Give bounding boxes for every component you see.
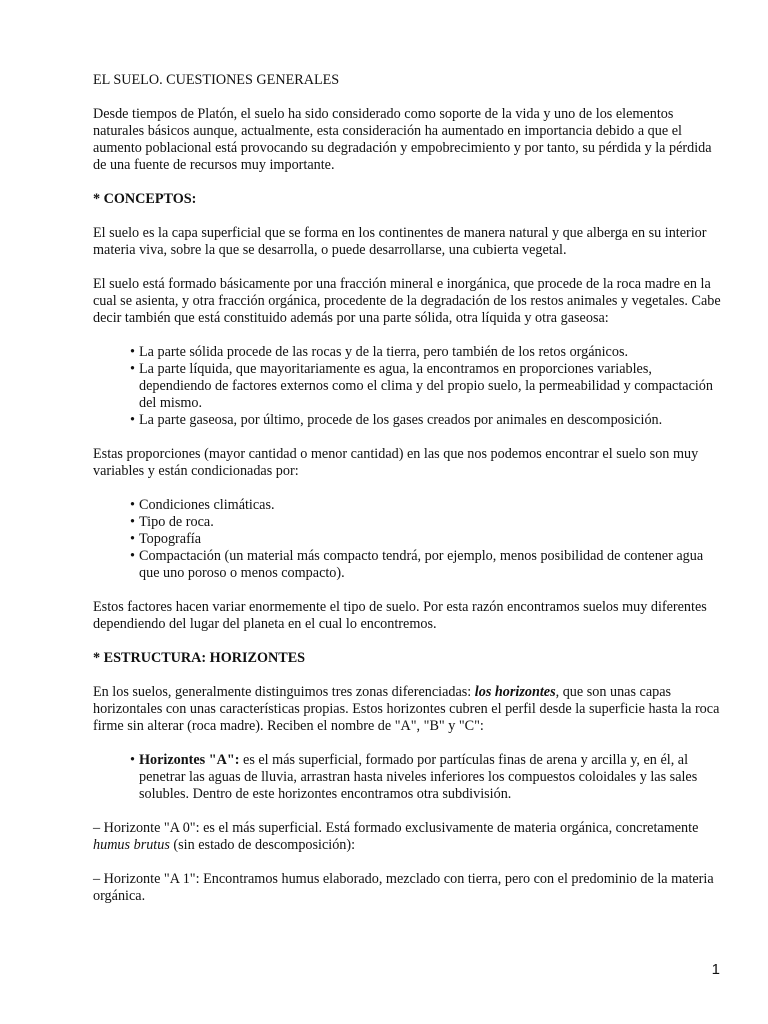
horizontes-list: [93, 752, 725, 803]
bullet-icon: •: [130, 752, 135, 768]
list-item: • La parte líquida, que mayoritariamente es agua, la encontramos en proporciones variables, dependiendo de factores externos como el clima y del propio suelo, la permeabilidad y compactación del mismo.: [130, 361, 713, 411]
list-item: • La parte sólida procede de las rocas y de la tierra, pero también de los retos orgánicos.: [130, 344, 629, 360]
horizontes-term: los horizontes: [474, 684, 556, 700]
page-number: 1: [711, 961, 720, 978]
humus-brutus-term: humus brutus: [93, 837, 170, 853]
list-item: • La parte gaseosa, por último, procede de los gases creados por animales en descomposición.: [130, 412, 663, 428]
conceptos-paragraph-1: El suelo es la capa superficial que se forma en los continentes de manera natural y que alberga en su interior materia viva, sobre la que se desarrolla, o puede desarrollarse, una cubierta vegetal.: [93, 225, 707, 258]
document-page: [93, 72, 725, 922]
bullet-icon: •: [130, 548, 135, 564]
document-title: EL SUELO. CUESTIONES GENERALES: [93, 72, 340, 88]
conceptos-paragraph-2: El suelo está formado básicamente por una fracción mineral e inorgánica, que procede de la roca madre en la cual se asienta, y otra fracción orgánica, procedente de la degradación de los restos animales y vegetales. Cabe decir también que está constituido además por una parte sólida, otra líquida y otra gaseosa:: [93, 276, 721, 326]
factors-list: [93, 497, 725, 582]
intro-paragraph: Desde tiempos de Platón, el suelo ha sido considerado como soporte de la vida y uno de los elementos naturales básicos aunque, actualmente, esta consideración ha aumentado en importancia debido a que el aumento poblacional está provocando su degradación y empobrecimiento y por tanto, su pérdida y la pérdida de una fuente de recursos muy importante.: [93, 106, 712, 173]
bullet-icon: •: [130, 344, 135, 360]
list-item: • Compactación (un material más compacto tendrá, por ejemplo, menos posibilidad de contener agua que uno poroso o menos compacto).: [130, 548, 704, 581]
conceptos-paragraph-3: Estas proporciones (mayor cantidad o menor cantidad) en las que nos podemos encontrar el suelo son muy variables y están condicionadas por:: [93, 446, 699, 479]
conceptos-heading: * CONCEPTOS:: [93, 191, 197, 207]
horizonte-a1-paragraph: – Horizonte "A 1": Encontramos humus elaborado, mezclado con tierra, pero con el predominio de la materia orgánica.: [93, 871, 714, 904]
list-item: • Condiciones climáticas.: [130, 497, 275, 513]
horizonte-a0-paragraph: – Horizonte "A 0": es el más superficial. Está formado exclusivamente de materia orgánica, concretamente humus brutus (sin estado de descomposición):: [93, 820, 699, 853]
conceptos-paragraph-4: Estos factores hacen variar enormemente el tipo de suelo. Por esta razón encontramos suelos muy diferentes dependiendo del lugar del planeta en el cual lo encontremos.: [93, 599, 707, 632]
bullet-icon: •: [130, 531, 135, 547]
list-item: • Topografía: [130, 531, 202, 547]
horizontes-a-label: Horizontes "A":: [139, 752, 240, 768]
bullet-icon: •: [130, 361, 135, 377]
bullet-icon: •: [130, 514, 135, 530]
estructura-heading: * ESTRUCTURA: HORIZONTES: [93, 650, 306, 666]
bullet-icon: •: [130, 412, 135, 428]
bullet-icon: •: [130, 497, 135, 513]
estructura-paragraph-1: En los suelos, generalmente distinguimos tres zonas diferenciadas: los horizontes, que son unas capas horizontales con unas características propias. Estos horizontes cubren el perfil desde la superficie hasta la roca firme sin alterar (roca madre). Reciben el nombre de "A", "B" y "C":: [93, 684, 720, 734]
list-item: • Tipo de roca.: [130, 514, 214, 530]
list-item: • Horizontes "A": es el más superficial, formado por partículas finas de arena y arcilla y, en él, al penetrar las aguas de lluvia, arrastran hasta niveles inferiores los compuestos coloidales y las sales solubles. Dentro de este horizontes encontramos otra subdivisión.: [130, 752, 698, 802]
phases-list: [93, 344, 725, 429]
